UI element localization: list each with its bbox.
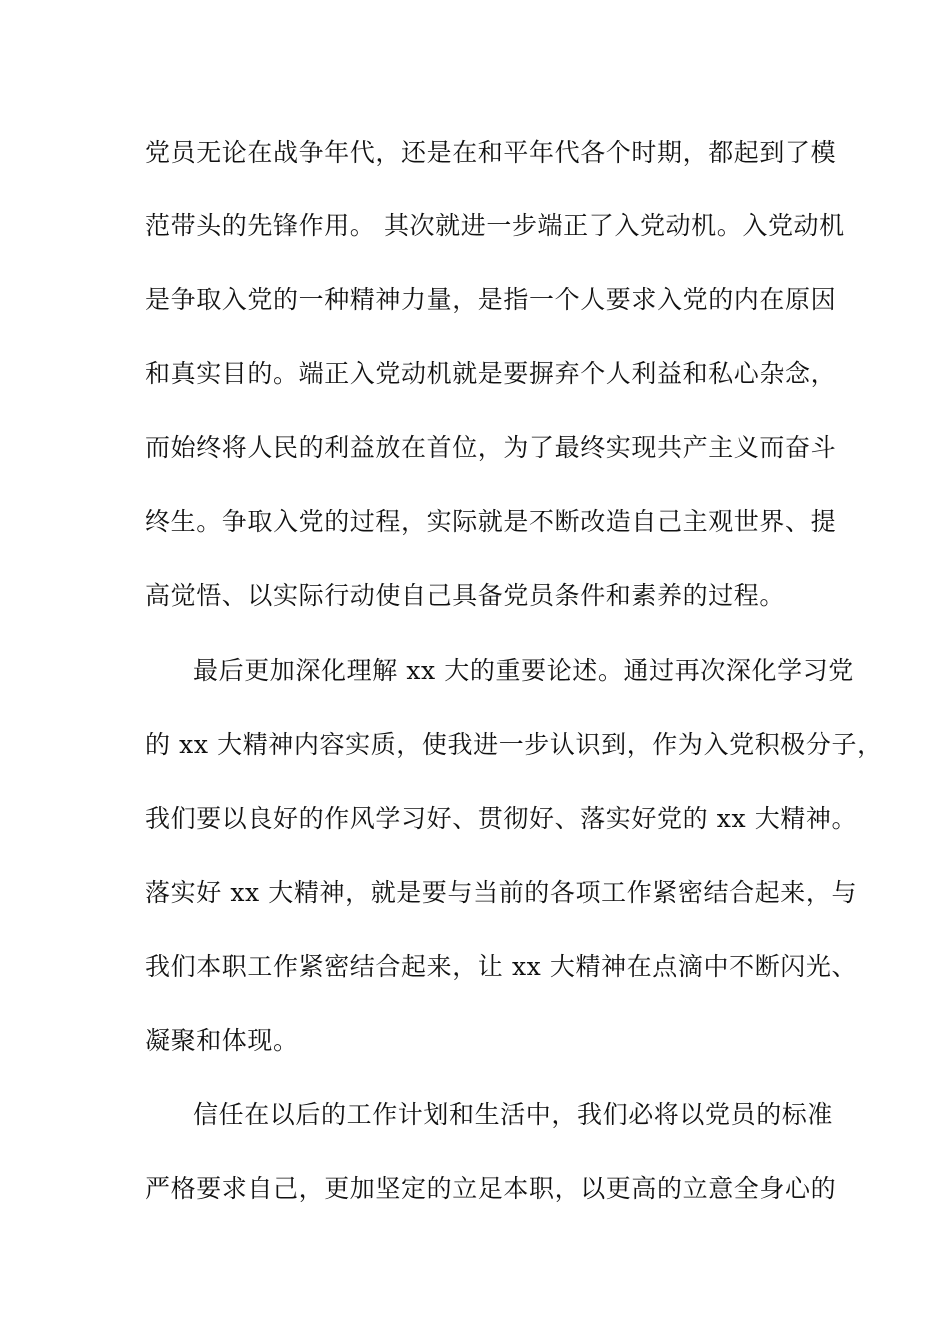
text-line: 我们本职工作紧密结合起来，让 xx 大精神在点滴中不断闪光、 <box>145 952 858 981</box>
text-line: 是争取入党的一种精神力量，是指一个人要求入党的内在原因 <box>145 285 837 314</box>
text-line: 终生。争取入党的过程，实际就是不断改造自己主观世界、提 <box>145 507 837 536</box>
text-line: 我们要以良好的作风学习好、贯彻好、落实好党的 xx 大精神。 <box>145 804 858 833</box>
text-line: 和真实目的。端正入党动机就是要摒弃个人利益和私心杂念， <box>145 359 837 388</box>
paragraph-start-line: 最后更加深化理解 xx 大的重要论述。通过再次深化学习党 <box>193 656 854 685</box>
paragraph-start-line: 信任在以后的工作计划和生活中，我们必将以党员的标准 <box>193 1100 834 1129</box>
text-line: 而始终将人民的利益放在首位，为了最终实现共产主义而奋斗 <box>145 433 837 462</box>
text-line: 落实好 xx 大精神，就是要与当前的各项工作紧密结合起来，与 <box>145 878 858 907</box>
text-line: 严格要求自己，更加坚定的立足本职，以更高的立意全身心的 <box>145 1174 837 1203</box>
text-line: 凝聚和体现。 <box>145 1026 299 1055</box>
text-line: 高觉悟、以实际行动使自己具备党员条件和素养的过程。 <box>145 581 786 610</box>
text-line: 党员无论在战争年代，还是在和平年代各个时期，都起到了模 <box>145 138 837 167</box>
text-line: 范带头的先锋作用。 其次就进一步端正了入党动机。入党动机 <box>145 211 845 240</box>
text-line: 的 xx 大精神内容实质，使我进一步认识到，作为入党积极分子， <box>145 730 883 759</box>
